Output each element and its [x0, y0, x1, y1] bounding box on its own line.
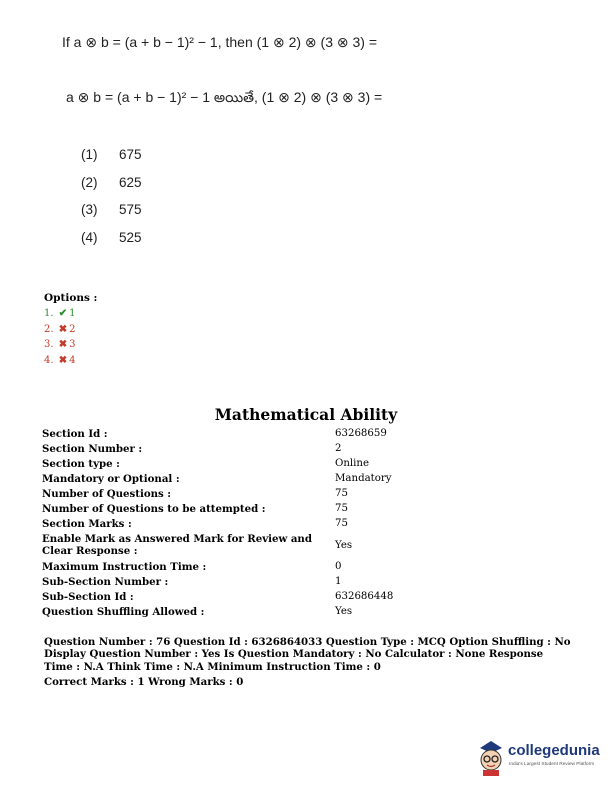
section-row: [42, 471, 393, 486]
question-info: [44, 636, 574, 692]
option-value: 575: [119, 202, 142, 217]
options-heading: Options :: [44, 292, 98, 304]
answer-option-wrong: [44, 355, 76, 366]
question-telugu: a ⊗ b = (a + b − 1)² − 1 అయితే, (1 ⊗ 2) ⊗ (3 ⊗ 3) =: [66, 89, 383, 105]
option-number: (2): [81, 175, 98, 190]
row-label: Section Number :: [42, 442, 143, 455]
row-value: Online: [335, 458, 370, 469]
logo-name: collegedunia: [508, 742, 600, 759]
cross-icon: ✖: [58, 323, 68, 335]
row-value: 75: [335, 503, 348, 514]
option-number: (1): [81, 147, 98, 162]
answer-option-wrong: [44, 324, 76, 335]
section-row: [42, 516, 393, 531]
answer-index: 4.: [44, 354, 54, 366]
section-details-table: [42, 426, 393, 619]
section-row: [42, 559, 393, 574]
answer-label: 3: [69, 339, 76, 350]
section-title: Mathematical Ability: [214, 405, 398, 424]
marks-info: Correct Marks : 1 Wrong Marks : 0: [44, 676, 244, 689]
row-label: Number of Questions to be attempted :: [42, 502, 266, 515]
section-row: [42, 456, 393, 471]
question-option: [81, 175, 142, 190]
section-row: [42, 531, 393, 559]
question-option: [81, 202, 142, 217]
section-row: [42, 501, 393, 516]
question-option: [81, 147, 142, 162]
row-label: Question Shuffling Allowed :: [42, 605, 205, 618]
row-value: 1: [335, 576, 342, 587]
row-value: 0: [335, 561, 342, 572]
row-label: Sub-Section Number :: [42, 575, 169, 588]
section-row: [42, 486, 393, 501]
question-meta: Question Number : 76 Question Id : 6326864033 Question Type : MCQ Option Shuffling : No Display Question Number : Yes Is Question Mandatory : No Calculator : None Response Time : N.A Think Time : N.A Minimum Instruction Time : 0: [44, 636, 571, 673]
section-row: [42, 441, 393, 456]
section-row: [42, 574, 393, 589]
option-number: (3): [81, 202, 98, 217]
row-label: Enable Mark as Answered Mark for Review and Clear Response :: [42, 533, 312, 557]
section-row: [42, 604, 393, 619]
row-label: Section type :: [42, 457, 120, 470]
question-option: [81, 230, 142, 245]
answer-index: 3.: [44, 339, 54, 350]
row-value: 63268659: [335, 428, 387, 439]
answer-option-correct: [44, 308, 76, 319]
check-icon: ✔: [58, 308, 68, 319]
section-row: [42, 589, 393, 604]
option-value: 675: [119, 147, 142, 162]
row-label: Maximum Instruction Time :: [42, 560, 207, 573]
option-number: (4): [81, 230, 98, 245]
row-label: Number of Questions :: [42, 487, 172, 500]
cross-icon: ✖: [58, 339, 68, 350]
answer-label: 2: [69, 323, 76, 335]
collegedunia-logo: [476, 738, 606, 778]
row-label: Sub-Section Id :: [42, 590, 134, 603]
row-value: Yes: [335, 606, 353, 617]
student-mascot-icon: [476, 738, 506, 776]
row-label: Section Id :: [42, 427, 108, 440]
logo-tagline: India's Largest Student Review Platform: [509, 762, 595, 767]
answer-label: 1: [69, 308, 76, 319]
row-value: Mandatory: [335, 473, 392, 484]
answer-label: 4: [69, 354, 76, 366]
row-value: 632686448: [335, 591, 394, 602]
row-value: 75: [335, 488, 348, 499]
answer-index: 2.: [44, 323, 54, 335]
question-english: If a ⊗ b = (a + b − 1)² − 1, then (1 ⊗ 2) ⊗ (3 ⊗ 3) =: [62, 34, 378, 50]
row-label: Section Marks :: [42, 517, 132, 530]
row-value: Yes: [335, 539, 353, 551]
answer-option-wrong: [44, 339, 76, 350]
row-value: 2: [335, 443, 342, 454]
row-label: Mandatory or Optional :: [42, 472, 180, 485]
option-value: 625: [119, 175, 142, 190]
row-value: 75: [335, 518, 348, 529]
option-value: 525: [119, 230, 142, 245]
section-row: [42, 426, 393, 441]
answer-index: 1.: [44, 308, 54, 319]
cross-icon: ✖: [58, 354, 68, 366]
